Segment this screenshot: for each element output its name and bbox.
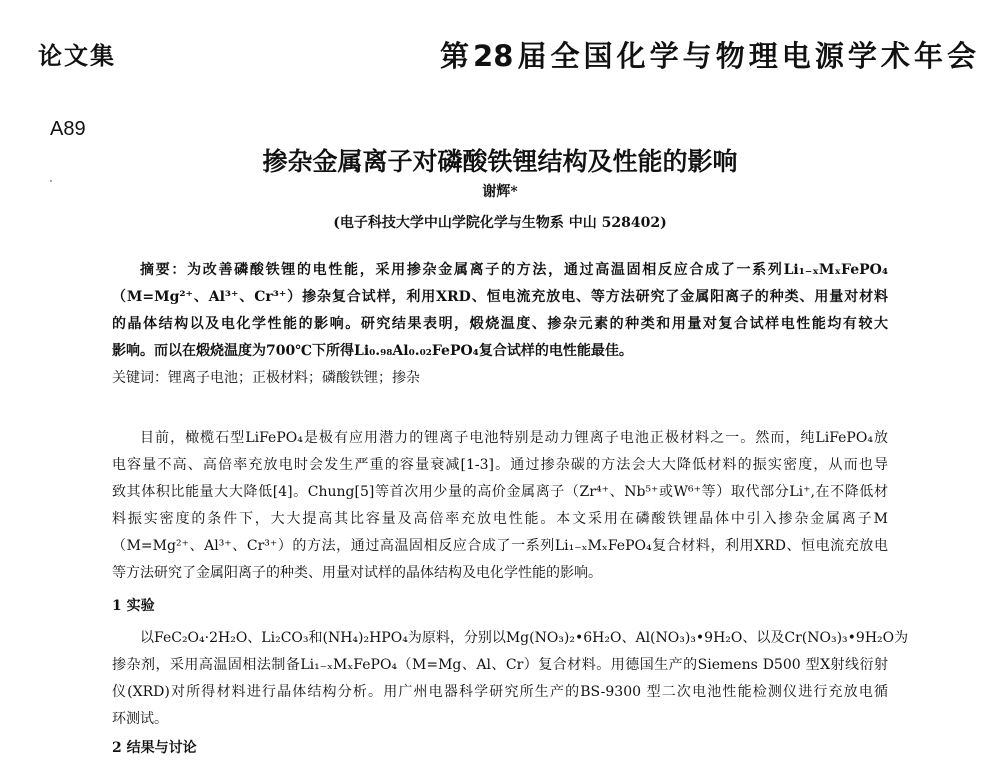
intro-line: 致其体积比能量大大降低[4]。Chung[5]等首次用少量的高价金属离子（Zr⁴⁺、Nb⁵⁺或W⁶⁺等）取代部分Li⁺,在不降低材 — [112, 484, 888, 500]
paper-code: A89 — [50, 118, 86, 140]
abstract-line: （M=Mg²⁺、Al³⁺、Cr³⁺）掺杂复合试样，利用XRD、恒电流充放电、等方法研究了金属阳离子的种类、用量对材料 — [112, 289, 888, 305]
conference-title: 第28届全国化学与物理电源学术年会 — [440, 39, 976, 73]
abstract-line: 影响。而以在煅烧温度为700℃下所得Li₀.₉₈Al₀.₀₂FePO₄复合试样的电性能最佳。 — [112, 343, 633, 359]
intro-line: 等方法研究了金属阳离子的种类、用量对试样的晶体结构及电化学性能的影响。 — [112, 565, 602, 581]
proceedings-label: 论文集 — [38, 42, 116, 70]
intro-line: 电容量不高、高倍率充放电时会发生严重的容量衰减[1-3]。通过掺杂碳的方法会大大降低材料的振实密度，从而也导 — [112, 457, 888, 473]
section-heading-results: 2 结果与讨论 — [112, 740, 197, 756]
paper-title: 掺杂金属离子对磷酸铁锂结构及性能的影响 — [262, 147, 738, 176]
intro-line: （M=Mg²⁺、Al³⁺、Cr³⁺）的方法，通过高温固相反应合成了一系列Li₁₋ₓMₓFePO₄复合材料，利用XRD、恒电流充放电 — [112, 538, 888, 554]
intro-line: 目前，橄榄石型LiFePO₄是极有应用潜力的锂离子电池特别是动力锂离子电池正极材料之一。然而，纯LiFePO₄放 — [140, 430, 888, 446]
experiment-line: 掺杂剂，采用高温固相法制备Li₁₋ₓMₓFePO₄（M=Mg、Al、Cr）复合材料。用德国生产的Siemens D500 型X射线衍射 — [112, 657, 888, 673]
intro-line: 料振实密度的条件下，大大提高其比容量及高倍率充放电性能。本文采用在磷酸铁锂晶体中引入掺杂金属离子M — [112, 511, 888, 527]
experiment-line: 以FeC₂O₄·2H₂O、Li₂CO₃和(NH₄)₂HPO₄为原料，分别以Mg(NO₃)₂•6H₂O、Al(NO₃)₃•9H₂O、以及Cr(NO₃)₃•9H₂O为 — [140, 630, 909, 646]
keywords: 关键词：锂离子电池；正极材料；磷酸铁锂；掺杂 — [112, 370, 420, 386]
paper-affiliation: (电子科技大学中山学院化学与生物系 中山 528402) — [333, 215, 667, 231]
experiment-line: 仪(XRD)对所得材料进行晶体结构分析。用广州电器科学研究所生产的BS-9300 型二次电池性能检测仪进行充放电循 — [112, 684, 888, 700]
paper-author: 谢辉* — [482, 184, 518, 200]
section-heading-experiment: 1 实验 — [112, 598, 155, 614]
experiment-line: 环测试。 — [112, 711, 168, 727]
abstract-line: 的晶体结构以及电化学性能的影响。研究结果表明，煅烧温度、掺杂元素的种类和用量对复合试样电性能均有较大 — [112, 316, 888, 332]
abstract-line: 摘要：为改善磷酸铁锂的电性能，采用掺杂金属离子的方法，通过高温固相反应合成了一系列Li₁₋ₓMₓFePO₄ — [140, 262, 888, 278]
